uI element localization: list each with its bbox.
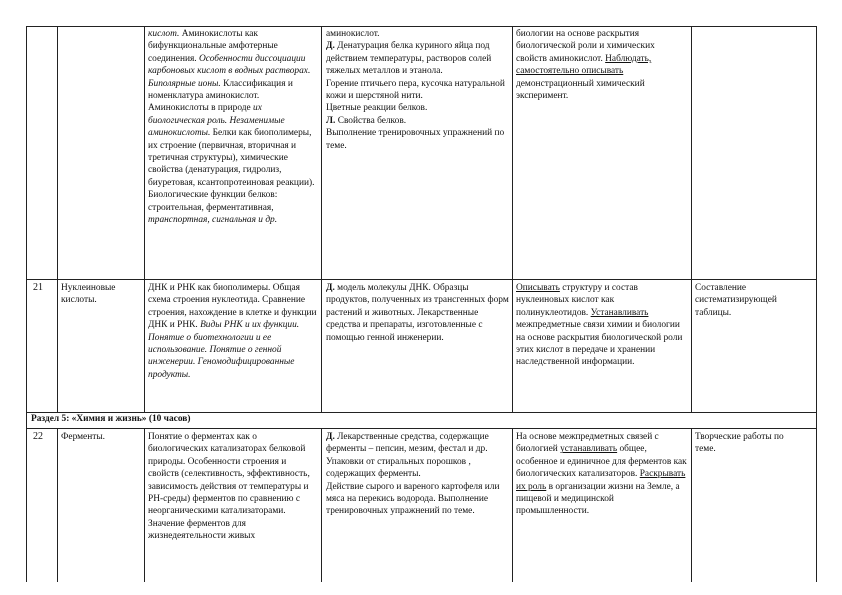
- paragraph: Действие сырого и вареного картофеля или мяса на перекись водорода. Выполнение тренировочных упражнений по теме.: [326, 481, 500, 517]
- paragraph: Цветные реакции белков.: [326, 103, 428, 114]
- content-cell: [148, 431, 318, 581]
- paragraph-list: [326, 28, 510, 152]
- text-run: межпредметные связи химии и биологии на основе раскрытия биологической роли этих кислот в передаче и хранении наследственной информации.: [516, 320, 683, 368]
- column-divider-topic: [144, 428, 145, 582]
- activity-cell-continued: [516, 28, 688, 278]
- control-cell: Составление систематизирующей таблицы.: [695, 283, 777, 318]
- paragraph: Л. Свойства белков.: [326, 115, 407, 126]
- rich-text: [148, 282, 318, 381]
- text-run: биологии на основе раскрытия биологической роли и химических свойств аминокислот.: [516, 29, 655, 64]
- section-heading: Раздел 5: «Химия и жизнь» (10 часов): [31, 414, 191, 424]
- experiment-cell-continued: [326, 28, 510, 278]
- paragraph: Д. Лекарственные средства, содержащие ферменты – пепсин, мезим, фестал и др. Упаковки от стиральных порошков , содержащих ферменты.: [326, 432, 489, 480]
- column-divider-activity: [691, 428, 692, 582]
- text-run: их биологическая роль. Незаменимые аминокислоты.: [148, 103, 285, 139]
- rich-text: [148, 28, 318, 227]
- rich-text: [148, 431, 318, 543]
- paragraph: Выполнение тренировочных упражнений по теме.: [326, 128, 505, 151]
- table-border-top: [26, 26, 817, 27]
- column-divider-activity: [691, 26, 692, 412]
- text-run: Аминокислоты как бифункциональные амфотерные соединения.: [148, 29, 278, 64]
- row-divider: [26, 412, 817, 413]
- column-divider-experiment: [512, 428, 513, 582]
- column-divider-content: [321, 26, 322, 412]
- text-run: Наблюдать, самостоятельно описывать: [516, 53, 652, 77]
- row-divider: [26, 279, 817, 280]
- column-divider-experiment: [512, 26, 513, 412]
- rich-text: [516, 282, 688, 369]
- content-cell: [148, 282, 318, 412]
- text-run: общее, особенное и единичное для ферментов как биологических катализаторов.: [516, 444, 687, 480]
- topic-cell: Ферменты.: [61, 432, 105, 442]
- text-run: демонстрационный химический эксперимент.: [516, 78, 645, 102]
- text-run: в организации жизни на Земле, а пищевой и медицинской промышленности.: [516, 481, 680, 517]
- content-cell-continued: [148, 28, 318, 278]
- row-number: 22: [33, 431, 43, 442]
- rich-text: [516, 431, 688, 518]
- column-divider-content: [321, 428, 322, 582]
- table-border-right: [816, 26, 817, 582]
- text-run: Белки как биополимеры, их строение (первичная, вторичная и третичная структуры), химические свойства (денатурация, гидролиз, биуретовая, ксантопротеиновая реакции). Биологические функции белков: строительная, ферментативная,: [148, 128, 315, 213]
- text-run: кислот.: [148, 29, 182, 39]
- text-run: устанавливать: [560, 444, 618, 455]
- paragraph: Д. Денатурация белка куриного яйца под действием температуры, растворов солей тяжелых металлов и этанола.: [326, 41, 492, 77]
- row-divider: [26, 428, 817, 429]
- row-number: 21: [33, 282, 43, 293]
- activity-cell: [516, 282, 688, 410]
- text-run: транспортная, сигнальная и др.: [148, 215, 278, 226]
- control-cell: Творческие работы по теме.: [695, 432, 784, 455]
- paragraph: Горение птичьего пера, кусочка натуральной кожи и шерстяной нити.: [326, 78, 505, 102]
- column-divider-num: [57, 428, 58, 582]
- text-run: Раскрывать их роль: [516, 469, 686, 492]
- text-run: Виды РНК и их функции. Понятие о биотехнологии и ее использование. Понятие о генной инженерии. Геномодифицированные продукты.: [148, 320, 300, 380]
- text-run: Понятие о ферментах как о биологических катализаторах белковой природы. Особенности строения и свойств (селективность, эффективность, зависимость действия от температуры и РН-среды) ферментов по сравнению с неорганическими катализаторами. Значение ферментов для жизнедеятельности живых: [148, 432, 310, 542]
- experiment-cell: [326, 431, 510, 581]
- text-run: Классификация и номенклатура аминокислот. Аминокислоты в природе: [148, 78, 293, 114]
- experiment-cell: [326, 282, 510, 410]
- column-divider-num: [57, 26, 58, 412]
- rich-text: [516, 28, 688, 102]
- text-run: структуру и состав нуклеиновых кислот как полинуклеотидов.: [516, 283, 638, 318]
- text-run: На основе межпредметных связей с биологией: [516, 432, 659, 455]
- table-border-left: [26, 26, 27, 582]
- paragraph-list: [326, 282, 510, 344]
- activity-cell: [516, 431, 688, 581]
- paragraph: Д. модель молекулы ДНК. Образцы продуктов, полученных из трансгенных форм растений и животных. Лекарственные средства и препараты, изготовленные с помощью генной инженерии.: [326, 283, 509, 343]
- paragraph-list: [326, 431, 510, 518]
- text-run: Описывать: [516, 283, 560, 293]
- topic-cell: Нуклеиновые кислоты.: [61, 283, 116, 306]
- text-run: ДНК и РНК как биополимеры. Общая схема строения нуклеотида. Сравнение строения, нахождение в клетке и функции ДНК и РНК.: [148, 283, 317, 331]
- text-run: Устанавливать: [590, 307, 649, 318]
- text-run: Особенности диссоциации карбоновых кислот в водных растворах. Биполярные ионы.: [148, 53, 311, 89]
- paragraph: аминокислот.: [326, 29, 380, 39]
- column-divider-topic: [144, 26, 145, 412]
